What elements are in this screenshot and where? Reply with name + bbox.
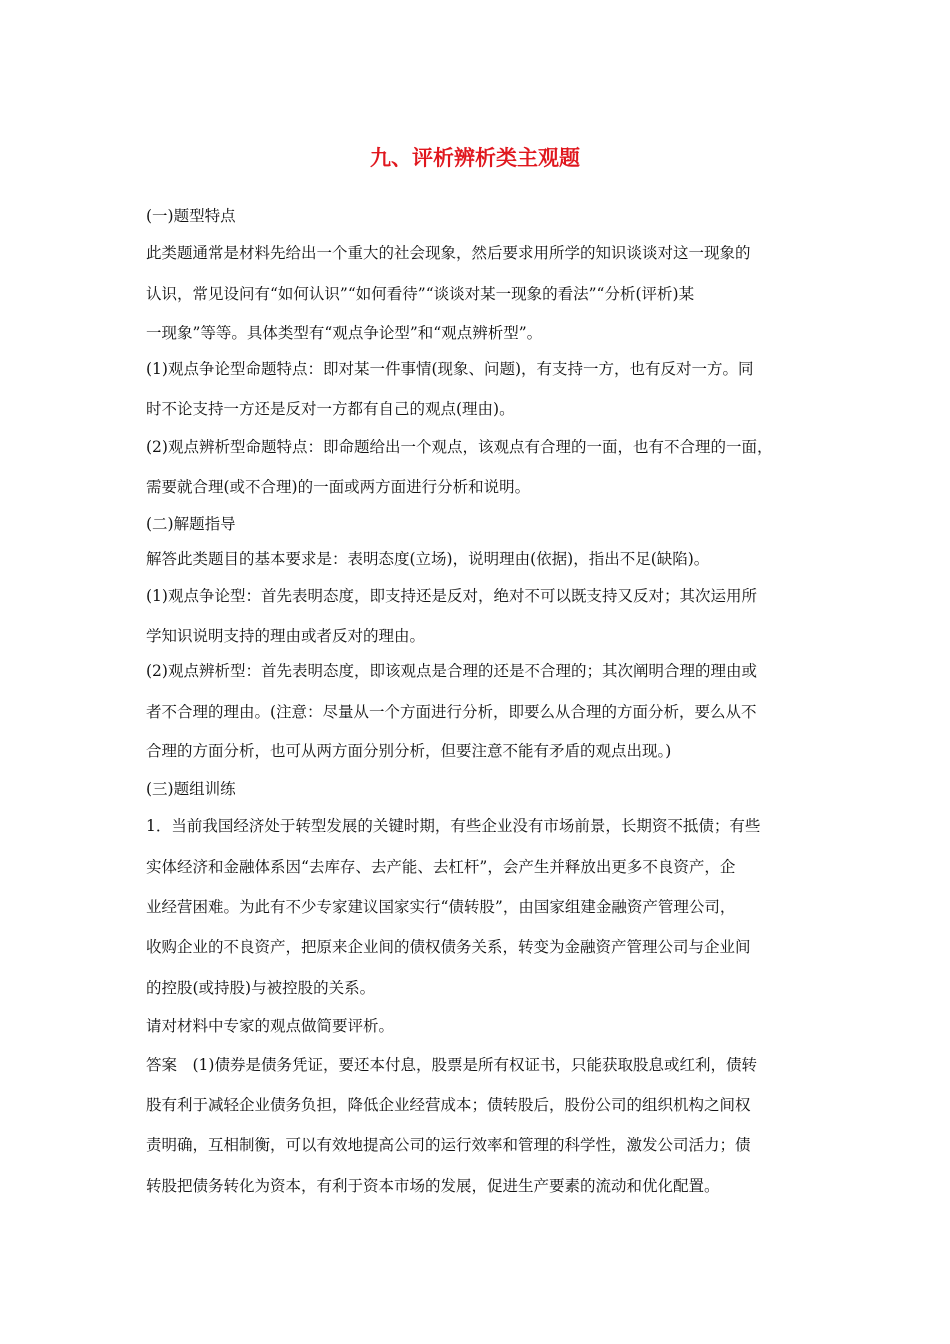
paragraph-line: (1)观点争论型：首先表明态度，即支持还是反对，绝对不可以既支持又反对；其次运用所 [146,587,757,605]
paragraph-line: (1)观点争论型命题特点：即对某一件事情(现象、问题)，有支持一方，也有反对一方。同 [146,360,754,378]
answer-line: 责明确，互相制衡，可以有效地提高公司的运行效率和管理的科学性，激发公司活力；债 [146,1136,751,1154]
paragraph-line: 的控股(或持股)与被控股的关系。 [146,979,376,997]
section-heading-training: (三)题组训练 [146,780,236,798]
paragraph-line: (2)观点辨析型：首先表明态度，即该观点是合理的还是不合理的；其次阐明合理的理由或 [146,662,757,680]
question-prompt: 请对材料中专家的观点做简要评析。 [146,1017,395,1035]
answer-line: 股有利于减轻企业债务负担，降低企业经营成本；债转股后，股份公司的组织机构之间权 [146,1096,751,1114]
section-heading-guidance: (二)解题指导 [146,515,236,533]
paragraph-line: 者不合理的理由。(注意：尽量从一个方面进行分析，即要么从合理的方面分析，要么从不 [146,703,757,721]
paragraph-line: 认识，常见设问有“如何认识”“如何看待”“谈谈对某一现象的看法”“分析(评析)某 [146,285,695,303]
paragraph-line: 解答此类题目的基本要求是：表明态度(立场)，说明理由(依据)，指出不足(缺陷)。 [146,550,710,568]
answer-line: 答案 (1)债券是债务凭证，要还本付息，股票是所有权证书，只能获取股息或红利，债转 [146,1056,757,1074]
answer-line: 转股把债务转化为资本，有利于资本市场的发展，促进生产要素的流动和优化配置。 [146,1177,720,1195]
paragraph-line: 学知识说明支持的理由或者反对的理由。 [146,627,426,645]
paragraph-line: 合理的方面分析，也可从两方面分别分析，但要注意不能有矛盾的观点出现。) [146,742,672,760]
paragraph-line: 时不论支持一方还是反对一方都有自己的观点(理由)。 [146,400,515,418]
document-title: 九、评析辨析类主观题 [370,146,580,170]
section-heading-features: (一)题型特点 [146,207,236,225]
paragraph-line: 一现象”等等。具体类型有“观点争论型”和“观点辨析型”。 [146,324,543,342]
paragraph-line: 此类题通常是材料先给出一个重大的社会现象，然后要求用所学的知识谈谈对这一现象的 [146,244,751,262]
paragraph-line: 需要就合理(或不合理)的一面或两方面进行分析和说明。 [146,478,531,496]
paragraph-line: 业经营困难。为此有不少专家建议国家实行“债转股”，由国家组建金融资产管理公司， [146,898,736,916]
paragraph-line: 实体经济和金融体系因“去库存、去产能、去杠杆”，会产生并释放出更多不良资产，企 [146,858,736,876]
paragraph-line: 收购企业的不良资产，把原来企业间的债权债务关系，转变为金融资产管理公司与企业间 [146,938,751,956]
paragraph-line: 1．当前我国经济处于转型发展的关键时期，有些企业没有市场前景，长期资不抵债；有些 [146,817,761,835]
paragraph-line: (2)观点辨析型命题特点：即命题给出一个观点，该观点有合理的一面，也有不合理的一面， [146,438,773,456]
